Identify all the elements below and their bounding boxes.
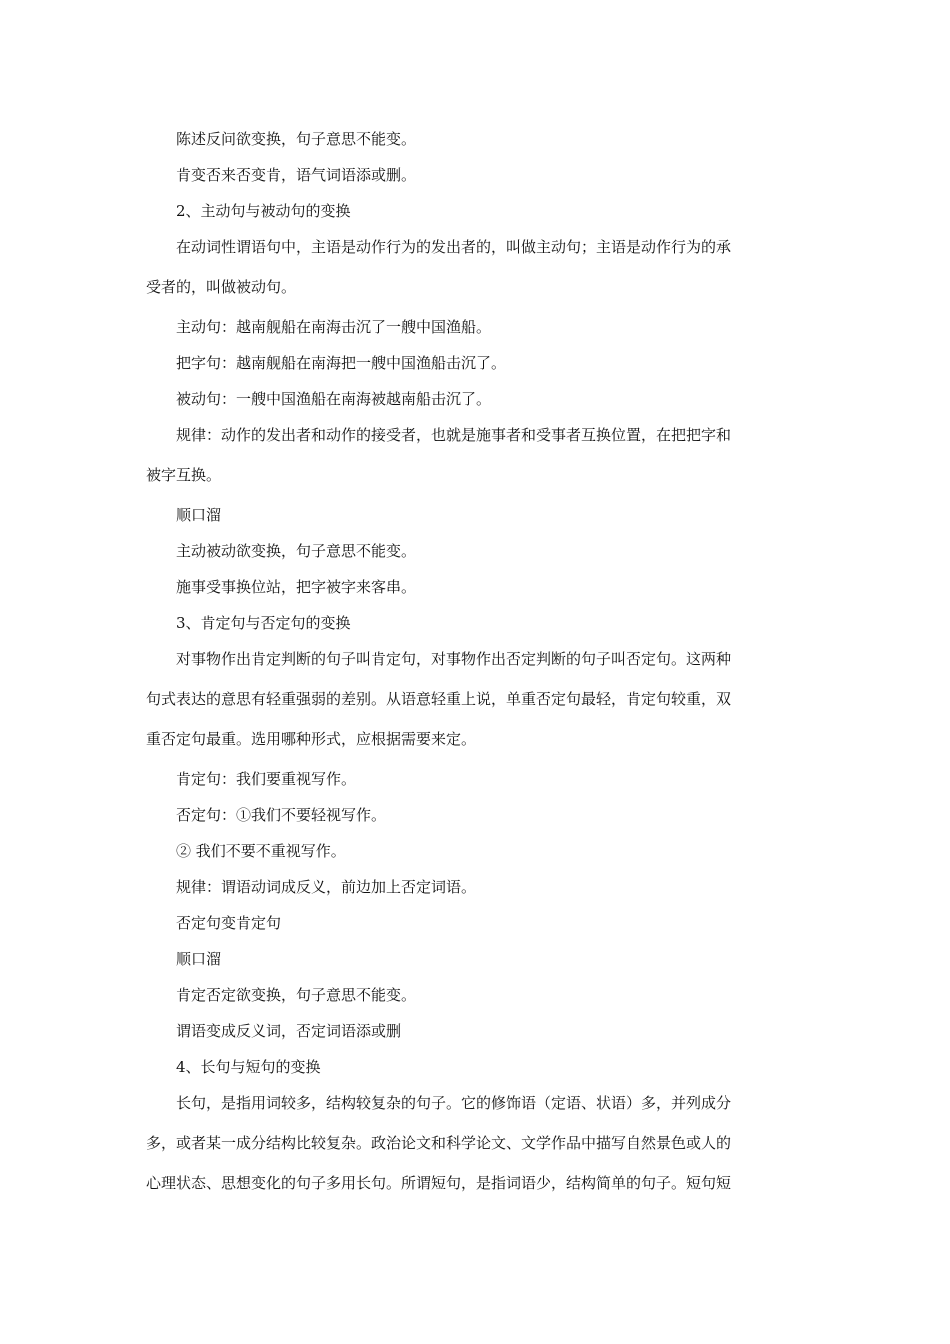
- text-line: 施事受事换位站，把字被字来客串。: [176, 578, 417, 596]
- text-line: 句式表达的意思有轻重强弱的差别。从语意轻重上说，单重否定句最轻，肯定句较重，双: [146, 690, 732, 708]
- text-line: 肯定句：我们要重视写作。: [176, 770, 357, 788]
- text-line: 肯变否来否变肯，语气词语添或删。: [176, 166, 417, 184]
- text-line: 重否定句最重。选用哪种形式，应根据需要来定。: [146, 730, 477, 748]
- text-line: 谓语变成反义词，否定词语添或删: [176, 1022, 402, 1040]
- text-line: 心理状态、思想变化的句子多用长句。所谓短句，是指词语少，结构简单的句子。短句短: [146, 1174, 732, 1192]
- text-line: 被动句：一艘中国渔船在南海被越南船击沉了。: [176, 390, 492, 408]
- text-line: 2、主动句与被动句的变换: [176, 202, 351, 220]
- text-line: 受者的，叫做被动句。: [146, 278, 297, 296]
- text-line: 在动词性谓语句中，主语是动作行为的发出者的，叫做主动句；主语是动作行为的承: [176, 238, 732, 256]
- text-line: 4、长句与短句的变换: [176, 1058, 321, 1076]
- text-line: 主动句：越南舰船在南海击沉了一艘中国渔船。: [176, 318, 492, 336]
- text-line: 多，或者某一成分结构比较复杂。政治论文和科学论文、文学作品中描写自然景色或人的: [146, 1134, 732, 1152]
- text-line: 否定句：①我们不要轻视写作。: [176, 806, 387, 824]
- text-line: 规律：谓语动词成反义，前边加上否定词语。: [176, 878, 477, 896]
- text-line: 把字句：越南舰船在南海把一艘中国渔船击沉了。: [176, 354, 507, 372]
- text-line: 肯定否定欲变换，句子意思不能变。: [176, 986, 417, 1004]
- text-line: 否定句变肯定句: [176, 914, 282, 932]
- text-line: 被字互换。: [146, 466, 222, 484]
- text-line: 顺口溜: [176, 950, 222, 968]
- text-line: 长句，是指用词较多，结构较复杂的句子。它的修饰语（定语、状语）多，并列成分: [176, 1094, 732, 1112]
- text-line: ② 我们不要不重视写作。: [176, 842, 346, 860]
- text-line: 顺口溜: [176, 506, 222, 524]
- text-line: 规律：动作的发出者和动作的接受者，也就是施事者和受事者互换位置，在把把字和: [176, 426, 732, 444]
- text-line: 主动被动欲变换，句子意思不能变。: [176, 542, 417, 560]
- text-line: 陈述反问欲变换，句子意思不能变。: [176, 130, 417, 148]
- text-line: 对事物作出肯定判断的句子叫肯定句，对事物作出否定判断的句子叫否定句。这两种: [176, 650, 732, 668]
- text-line: 3、肯定句与否定句的变换: [176, 614, 351, 632]
